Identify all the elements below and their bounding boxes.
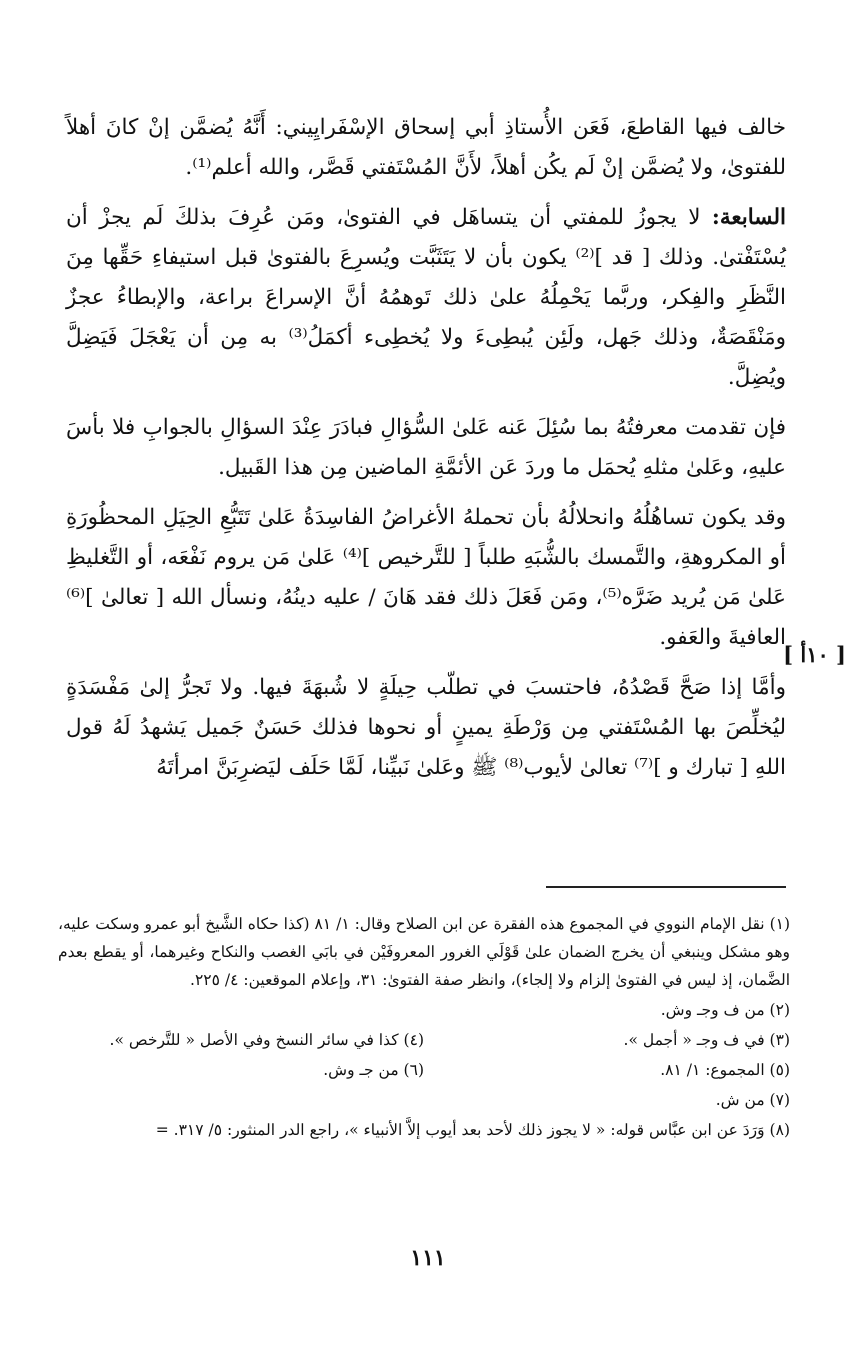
- footnote: (٢) من ف وجـ وش.: [660, 1001, 790, 1019]
- footnote: (١) نقل الإمام النووي في المجموع هذه الفقرة عن ابن الصلاح وقال: ١/ ٨١ (كذا حكاه الشَّيخ أبو عمرو وسكت عليه، وهو مشكل وينبغي أن يخرج الضمان علىٰ قَوْلَي الغرور المعروفَيْن في بابَي الغصب والنكاح وغيرهما، أو يقطع بعدم الضَّمان، إذ ليس في الفتوىٰ إلزام ولا إلجاء)، وانظر صفة الفتوىٰ: ٣١، وإعلام الموقعين: ٤/ ٢٢٥.: [58, 915, 791, 989]
- page-number: ١١١: [410, 1245, 446, 1271]
- footnotes: [58, 910, 790, 1146]
- footnote-row: [58, 1026, 790, 1056]
- footnote-separator: [546, 886, 786, 888]
- paragraph-lead: السابعة:: [711, 205, 786, 230]
- paragraph: [66, 668, 786, 788]
- paragraph: [66, 108, 786, 188]
- paragraph: [66, 408, 786, 488]
- paragraph-text: خالف فيها القاطعَ، فَعَن الأُستاذِ أبي إسحاق الإسْفَرايِيني: أَنَّهُ يُضمَّن إنْ كانَ أهلاً للفتوىٰ، ولا يُضمَّن إنْ لَم يكُن أهلاً، لأَنَّ المُسْتَفتي قَصَّر، والله أعلم⁽¹⁾.: [66, 115, 786, 180]
- footnote: (٨) وَرَدَ عن ابن عبَّاس قوله: « لا يجوز ذلك لأحد بعد أيوب إلاَّ الأنبياء »، راجع الدر المنثور: ٥/ ٣١٧. =: [155, 1121, 790, 1139]
- paragraph-text: لا يجوزُ للمفتي أن يتساهَل في الفتوىٰ، ومَن عُرِفَ بذلكَ لَم يجزْ أن يُسْتَفْتىٰ. وذلك [ قد ]⁽²⁾ يكون بأن لا يَتَثَبَّت ويُسرِعَ بالفتوىٰ قبل استيفاءِ حَقِّها مِنَ النَّظَرِ والفِكر، وربَّما يَحْمِلُهُ علىٰ ذلك تَوهمُهُ أنَّ الإسراعَ براعة، والإبطاءُ عجزٌ ومَنْقَصَةٌ، وذلك جَهل، ولَئِن يُبطِىءَ ولا يُخطِىء أكمَلُ⁽³⁾ به مِن أن يَعْجَلَ فَيَضِلَّ ويُضِلَّ.: [66, 205, 786, 390]
- footnote: (٧) من ش.: [715, 1091, 790, 1109]
- footnote: (٣) في ف وجـ « أجمل ».: [623, 1031, 790, 1049]
- paragraph: [66, 198, 786, 398]
- paragraph-text: وأمَّا إذا صَحَّ قَصْدُهُ، فاحتسبَ في تطلّب حِيلَةٍ لا شُبهَةَ فيها. ولا تَجرُّ إلىٰ مَفْسَدَةٍ ليُخلِّصَ بها المُسْتَفتي مِن وَرْطَةِ يمينٍ أو نحوها فذلك حَسَنٌ جَميل يَشهدُ لَهُ قول اللهِ [ تبارك و ]⁽⁷⁾ تعالىٰ لأيوب⁽⁸⁾ ﷺ وعَلىٰ نَبيِّنا، لَمَّا حَلَف ليَضرِبَنَّ امرأتَهُ: [66, 675, 786, 780]
- paragraph-text: وقد يكون تساهُلُهُ وانحلالُهُ بأن تحملهُ الأغراضُ الفاسِدَةُ عَلىٰ تَتَبُّعِ الحِيَلِ المحظُورَةِ أو المكروهةِ، والتَّمسك بالشُّبَهِ طلباً [ للتَّرخيص ]⁽⁴⁾ عَلىٰ مَن يروم نَفْعَه، أو التَّغليظِ عَلىٰ مَن يُريد ضَرَّه⁽⁵⁾، ومَن فَعَلَ ذلك فقد هَانَ / عليه دينُهُ، ونسأل الله [ تعالىٰ ]⁽⁶⁾ العافيةَ والعَفو.: [66, 505, 786, 650]
- footnote-row: [58, 1056, 790, 1086]
- paragraph: [66, 498, 786, 658]
- footnote: (٥) المجموع: ١/ ٨١.: [660, 1061, 790, 1079]
- footnote: (٤) كذا في سائر النسخ وفي الأصل « للتَّرخص ».: [109, 1031, 424, 1049]
- paragraph-text: فإن تقدمت معرفتُهُ بما سُئِلَ عَنه عَلىٰ السُّؤالِ فبادَرَ عِنْدَ السؤالِ بالجوابِ فلا بأسَ عليهِ، وعَلىٰ مثلهِ يُحمَل ما وردَ عَن الأئمَّةِ الماضين مِن هذا القَبيل.: [66, 415, 786, 480]
- folio-margin-marker: [ ١٠أ ]: [783, 642, 846, 667]
- footnote: (٦) من جـ وش.: [323, 1061, 424, 1079]
- main-text: [66, 108, 786, 798]
